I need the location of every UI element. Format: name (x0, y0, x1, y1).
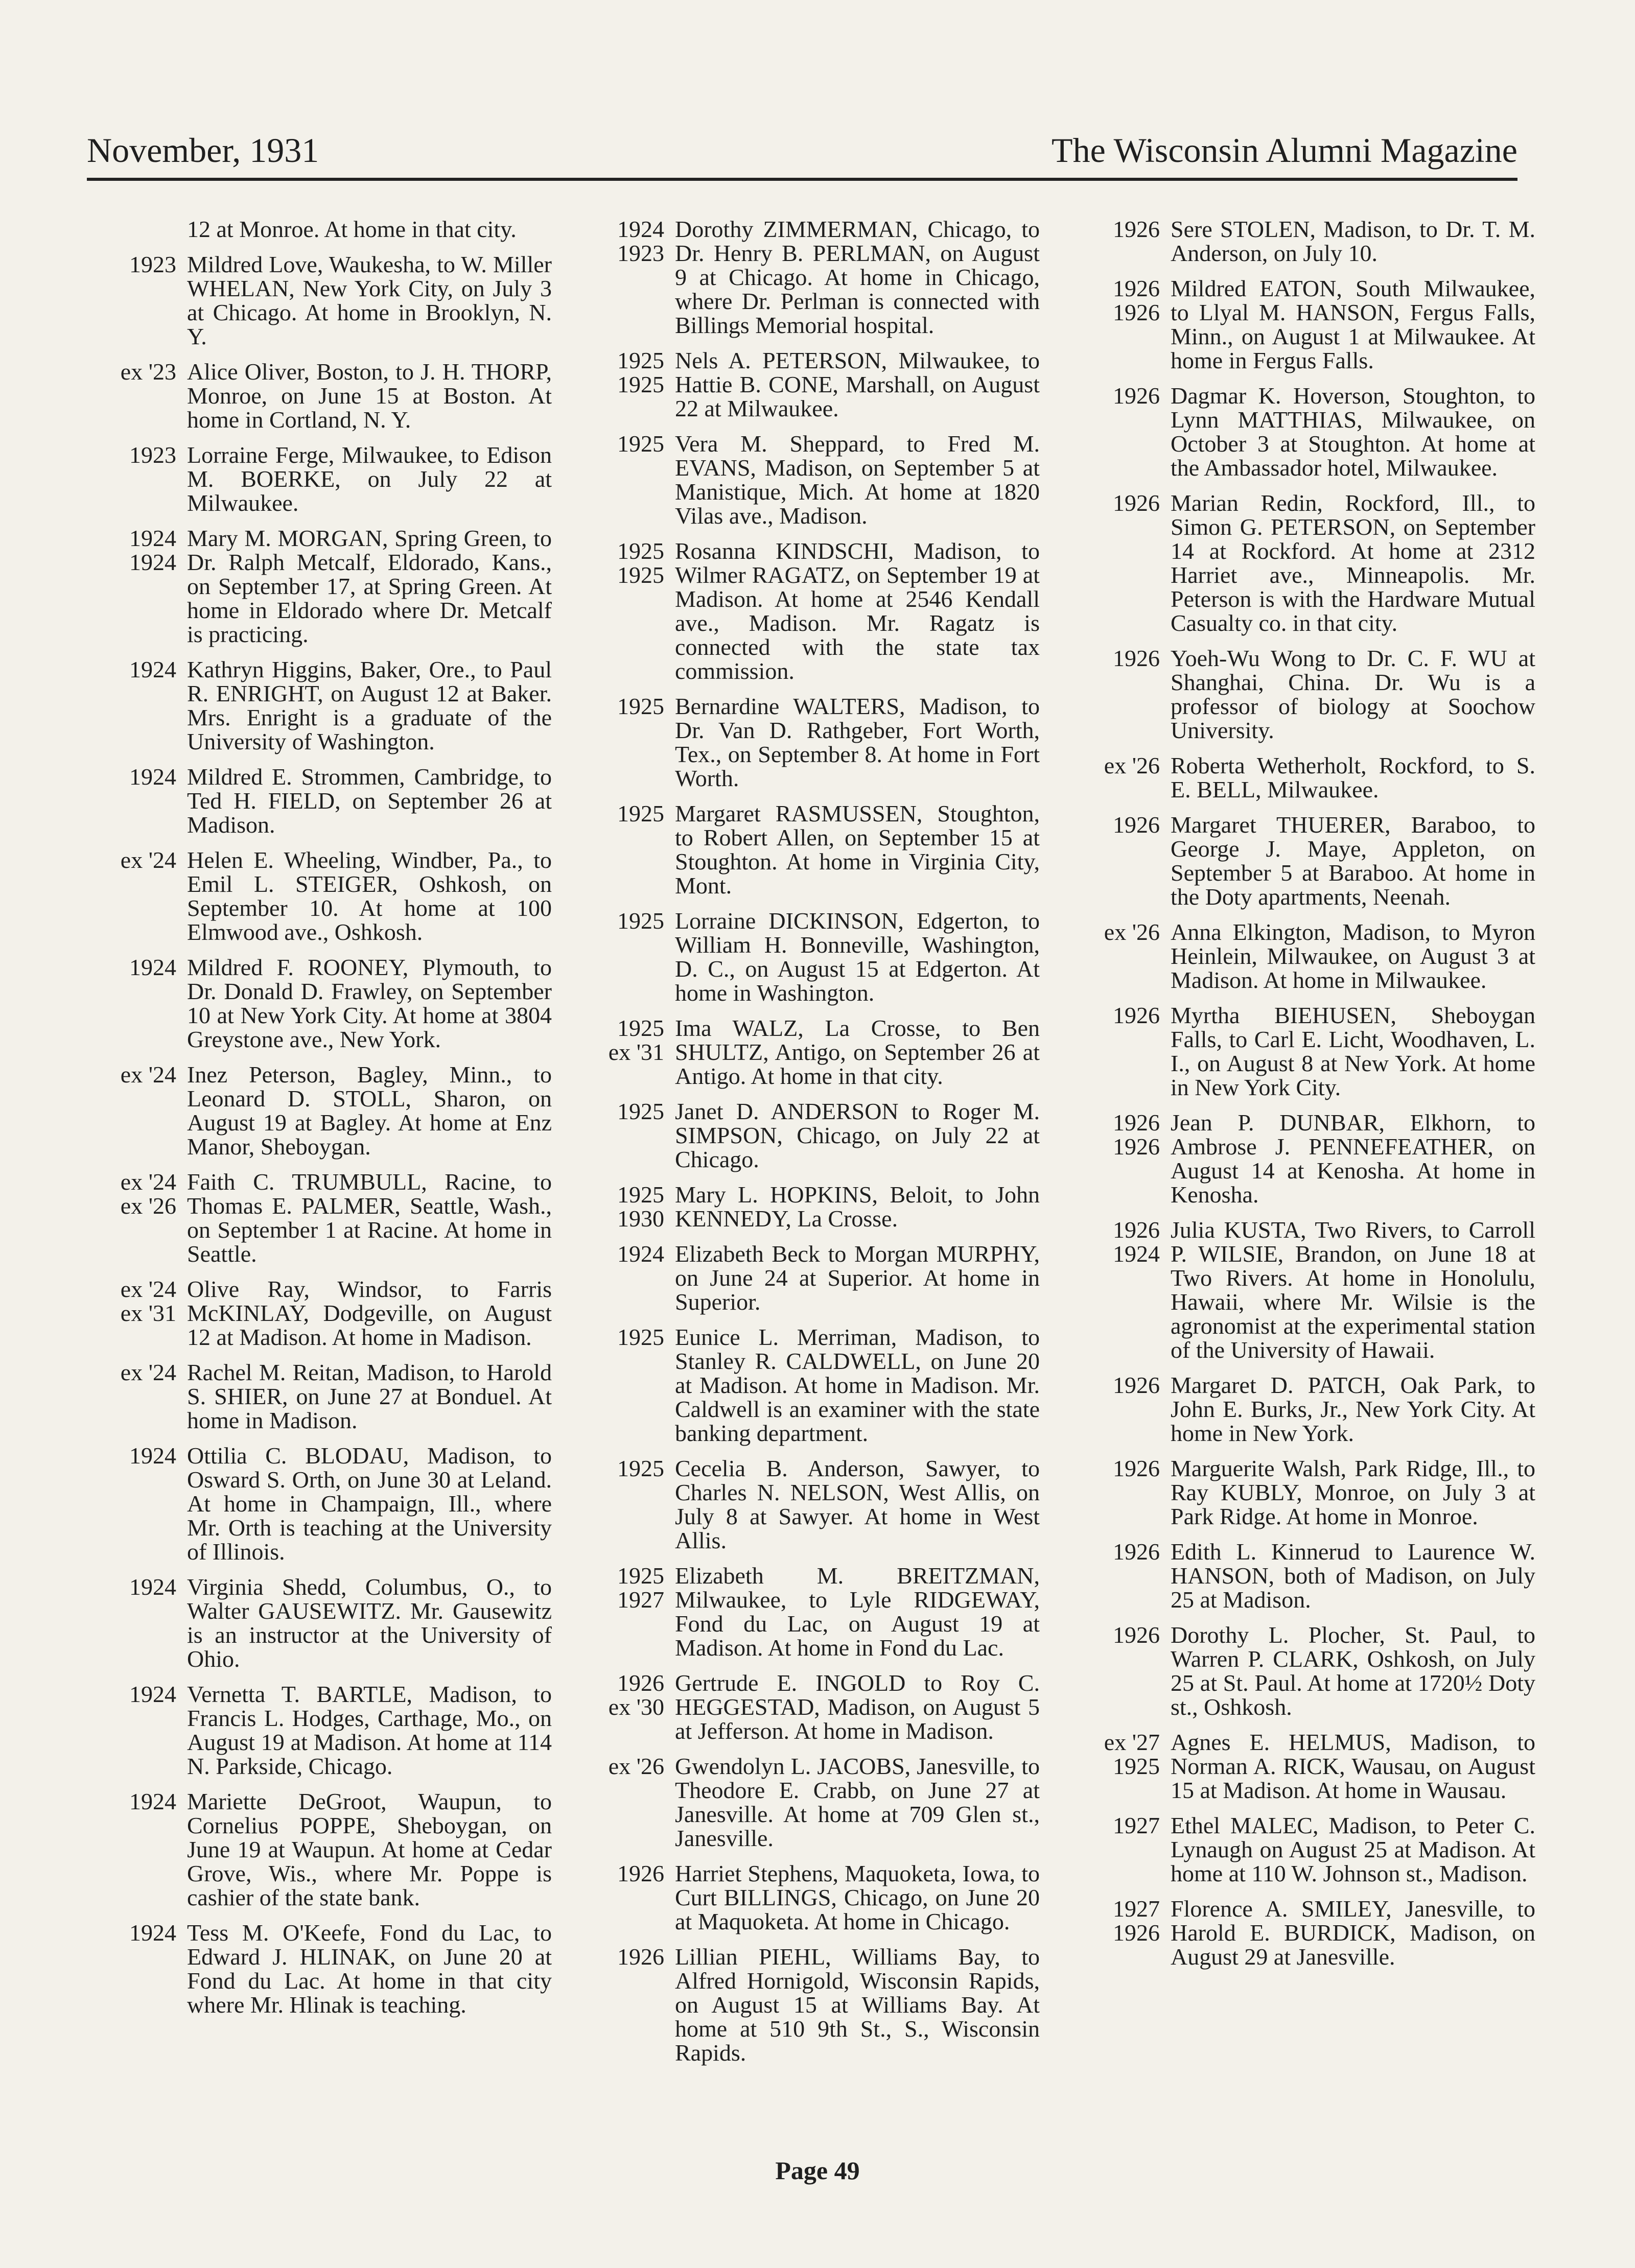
class-year: ex '23 (120, 359, 176, 385)
class-year: 1924 (129, 1920, 176, 1946)
class-year: 1924 (129, 1574, 176, 1600)
class-year: 1926 (1113, 1133, 1160, 1160)
announcement-entry (1070, 646, 1540, 742)
class-years (87, 1789, 176, 1813)
class-years (575, 1861, 664, 1885)
class-year: 1926 (1113, 1455, 1160, 1481)
announcement-text: Vera M. Sheppard, to Fred M. EVANS, Madison, on September 5 at Manistique, Mich. At home at 1820 Vilas ave., Madison. (675, 431, 1040, 529)
class-years (1070, 920, 1160, 944)
announcement-entry (575, 1754, 1045, 1850)
announcement-text: Faith C. TRUMBULL, Racine, to Thomas E. PALMER, Seattle, Wash., on September 1 at Racine. At home in Seattle. (187, 1169, 552, 1267)
class-year: 1924 (129, 656, 176, 682)
announcement-entry (87, 217, 557, 241)
class-year: 1926 (617, 1860, 664, 1886)
announcement-entry (575, 1671, 1045, 1743)
class-year: 1925 (617, 1324, 664, 1350)
class-years (1070, 1111, 1160, 1159)
announcement-entry (87, 955, 557, 1051)
announcement-entry (87, 1277, 557, 1349)
announcement-text: Dagmar K. Hoverson, Stoughton, to Lynn MATTHIAS, Milwaukee, on October 3 at Stoughton. At home at the Ambassador hotel, Milwaukee. (1171, 383, 1535, 481)
class-years (87, 1682, 176, 1706)
class-year: 1924 (617, 1241, 664, 1267)
class-year: ex '31 (120, 1300, 176, 1326)
page-number: Page 49 (775, 2156, 860, 2185)
announcement-entry (575, 1861, 1045, 1933)
class-years (1070, 276, 1160, 324)
announcement-text: Kathryn Higgins, Baker, Ore., to Paul R. ENRIGHT, on August 12 at Baker. Mrs. Enright is a graduate of the University of Washington. (187, 656, 552, 754)
announcement-text: Anna Elkington, Madison, to Myron Heinlein, Milwaukee, on August 3 at Madison. At home in Milwaukee. (1171, 919, 1535, 993)
class-years (87, 848, 176, 872)
class-year: ex '24 (120, 1359, 176, 1385)
announcement-entry (1070, 217, 1540, 265)
class-years (1070, 646, 1160, 670)
class-year: 1930 (617, 1206, 664, 1232)
class-year: 1926 (1113, 812, 1160, 838)
class-years (1070, 1897, 1160, 1945)
announcement-entry (87, 252, 557, 348)
class-year: ex '26 (120, 1193, 176, 1219)
class-year: 1924 (1113, 1241, 1160, 1267)
class-year: ex '26 (1104, 752, 1160, 778)
announcement-entry (87, 765, 557, 837)
class-year: ex '26 (608, 1753, 664, 1779)
announcement-text: Olive Ray, Windsor, to Farris McKINLAY, Dodgeville, on August 12 at Madison. At home in Madison. (187, 1276, 552, 1350)
announcement-text: Mildred Love, Waukesha, to W. Miller WHELAN, New York City, on July 3 at Chicago. At home in Brooklyn, N. Y. (187, 251, 552, 349)
announcement-entry (1070, 1218, 1540, 1362)
announcement-text: Roberta Wetherholt, Rockford, to S. E. BELL, Milwaukee. (1171, 752, 1535, 802)
class-years (575, 1754, 664, 1778)
announcement-entry (1070, 384, 1540, 480)
class-year: 1926 (617, 1670, 664, 1696)
class-years (1070, 1218, 1160, 1266)
announcement-entry (1070, 1623, 1540, 1719)
class-years (575, 217, 664, 265)
announcement-text: 12 at Monroe. At home in that city. (187, 217, 517, 242)
announcement-entry (1070, 1730, 1540, 1802)
announcement-entry (87, 526, 557, 646)
magazine-title: The Wisconsin Alumni Magazine (1052, 131, 1517, 170)
announcement-entry (1070, 1373, 1540, 1445)
class-year: ex '27 (1104, 1729, 1160, 1755)
announcement-entry (1070, 1003, 1540, 1099)
class-years (87, 526, 176, 574)
class-year: 1923 (129, 442, 176, 468)
class-year: 1924 (617, 217, 664, 242)
class-years (575, 539, 664, 587)
announcement-entry (87, 360, 557, 432)
class-year: 1924 (129, 1681, 176, 1707)
class-years (87, 1575, 176, 1599)
announcement-entry (87, 1921, 557, 2017)
announcement-text: Mariette DeGroot, Waupun, to Cornelius POPPE, Sheboygan, on June 19 at Waupun. At home at Cedar Grove, Wis., where Mr. Poppe is cashier of the state bank. (187, 1788, 552, 1910)
class-year: 1925 (617, 1015, 664, 1041)
class-year: 1926 (1113, 383, 1160, 409)
announcement-text: Gertrude E. INGOLD to Roy C. HEGGESTAD, Madison, on August 5 at Jefferson. At home in Madison. (675, 1670, 1040, 1744)
class-year: 1927 (617, 1587, 664, 1613)
announcement-entry (575, 909, 1045, 1005)
class-years (575, 1016, 664, 1064)
announcement-text: Nels A. PETERSON, Milwaukee, to Hattie B. CONE, Marshall, on August 22 at Milwaukee. (675, 347, 1040, 421)
class-year: 1925 (617, 431, 664, 457)
announcement-text: Dorothy ZIMMERMAN, Chicago, to Dr. Henry B. PERLMAN, on August 9 at Chicago. At home in Chicago, where Dr. Perlman is connected with Billings Memorial hospital. (675, 217, 1040, 338)
announcement-entry (1070, 491, 1540, 635)
class-year: 1923 (617, 240, 664, 266)
class-years (87, 1062, 176, 1086)
class-years (87, 955, 176, 979)
announcement-entry (575, 432, 1045, 528)
announcement-text: Myrtha BIEHUSEN, Sheboygan Falls, to Carl E. Licht, Woodhaven, L. I., on August 8 at New York. At home in New York City. (1171, 1002, 1535, 1100)
announcement-text: Gwendolyn L. JACOBS, Janesville, to Theodore E. Crabb, on June 27 at Janesville. At home at 709 Glen st., Janesville. (675, 1753, 1040, 1851)
class-years (575, 1945, 664, 1969)
announcement-entry (87, 1360, 557, 1432)
announcement-entry (575, 1183, 1045, 1231)
class-year: ex '24 (120, 1061, 176, 1088)
announcement-text: Marguerite Walsh, Park Ridge, Ill., to Ray KUBLY, Monroe, on July 3 at Park Ridge. At home in Monroe. (1171, 1455, 1535, 1529)
announcement-entry (1070, 1540, 1540, 1612)
announcement-entry (575, 1099, 1045, 1171)
class-years (87, 765, 176, 789)
announcement-text: Jean P. DUNBAR, Elkhorn, to Ambrose J. PENNEFEATHER, on August 14 at Kenosha. At home in Kenosha. (1171, 1109, 1535, 1208)
class-years (575, 909, 664, 933)
announcement-entry (87, 1575, 557, 1671)
class-year: 1925 (617, 800, 664, 826)
class-years (1070, 1623, 1160, 1647)
class-years (1070, 491, 1160, 515)
announcement-entry (1070, 1456, 1540, 1528)
announcement-text: Cecelia B. Anderson, Sawyer, to Charles N. NELSON, West Allis, on July 8 at Sawyer. At home in West Allis. (675, 1455, 1040, 1553)
announcement-text: Ethel MALEC, Madison, to Peter C. Lynaugh on August 25 at Madison. At home at 110 W. Johnson st., Madison. (1171, 1812, 1535, 1886)
announcement-text: Mary L. HOPKINS, Beloit, to John KENNEDY, La Crosse. (675, 1182, 1040, 1232)
announcement-entry (575, 1456, 1045, 1552)
class-year: 1925 (617, 347, 664, 373)
class-year: 1926 (1113, 275, 1160, 301)
class-years (575, 1456, 664, 1480)
class-year: 1926 (1113, 645, 1160, 671)
class-years (575, 1325, 664, 1349)
class-year: 1925 (617, 1182, 664, 1208)
class-year: 1924 (129, 954, 176, 980)
class-years (87, 1921, 176, 1945)
class-year: 1926 (1113, 1920, 1160, 1946)
class-years (87, 252, 176, 276)
column-3 (1070, 217, 1540, 2168)
class-years (575, 1564, 664, 1612)
column-1 (87, 217, 557, 2168)
class-year: 1927 (1113, 1812, 1160, 1838)
announcement-text: Elizabeth M. BREITZMAN, Milwaukee, to Lyle RIDGEWAY, Fond du Lac, on August 19 at Madison. At home in Fond du Lac. (675, 1563, 1040, 1661)
class-year: 1925 (617, 693, 664, 719)
announcement-entry (87, 657, 557, 753)
issue-date: November, 1931 (87, 131, 319, 170)
class-years (1070, 1730, 1160, 1778)
announcement-text: Lillian PIEHL, Williams Bay, to Alfred Hornigold, Wisconsin Rapids, on August 15 at Williams Bay. At home at 510 9th St., S., Wisconsin Rapids. (675, 1944, 1040, 2066)
class-years (1070, 753, 1160, 777)
announcement-text: Mildred EATON, South Milwaukee, to Llyal M. HANSON, Fergus Falls, Minn., on August 1 at Milwaukee. At home in Fergus Falls. (1171, 275, 1535, 373)
class-year: 1924 (129, 549, 176, 575)
announcement-text: Elizabeth Beck to Morgan MURPHY, on June 24 at Superior. At home in Superior. (675, 1241, 1040, 1315)
class-year: 1925 (1113, 1753, 1160, 1779)
announcement-entry (87, 1170, 557, 1266)
announcement-text: Lorraine DICKINSON, Edgerton, to William H. Bonneville, Washington, D. C., on August 15 at Edgerton. At home in Washington. (675, 908, 1040, 1006)
class-years (575, 432, 664, 456)
announcement-text: Edith L. Kinnerud to Laurence W. HANSON, both of Madison, on July 25 at Madison. (1171, 1539, 1535, 1613)
announcement-text: Dorothy L. Plocher, St. Paul, to Warren P. CLARK, Oshkosh, on July 25 at St. Paul. At home at 1720½ Doty st., Oshkosh. (1171, 1622, 1535, 1720)
class-year: 1926 (1113, 1217, 1160, 1243)
class-year: 1926 (1113, 299, 1160, 325)
announcement-entry (575, 801, 1045, 897)
class-year: 1926 (617, 1944, 664, 1970)
announcement-text: Inez Peterson, Bagley, Minn., to Leonard D. STOLL, Sharon, on August 19 at Bagley. At home at Enz Manor, Sheboygan. (187, 1061, 552, 1160)
announcement-text: Agnes E. HELMUS, Madison, to Norman A. RICK, Wausau, on August 15 at Madison. At home in Wausau. (1171, 1729, 1535, 1803)
class-year: ex '26 (1104, 919, 1160, 945)
class-year: 1923 (129, 251, 176, 277)
class-years (1070, 1540, 1160, 1564)
class-year: 1925 (617, 1098, 664, 1124)
class-year: ex '24 (120, 1169, 176, 1195)
class-years (87, 1170, 176, 1218)
class-year: 1926 (1113, 1372, 1160, 1398)
class-years (87, 443, 176, 467)
announcement-text: Rosanna KINDSCHI, Madison, to Wilmer RAGATZ, on September 19 at Madison. At home at 2546 Kendall ave., Madison. Mr. Ragatz is connected with the state tax commission. (675, 538, 1040, 684)
announcement-entry (1070, 1897, 1540, 1969)
announcement-text: Tess M. O'Keefe, Fond du Lac, to Edward J. HLINAK, on June 20 at Fond du Lac. At home in that city where Mr. Hlinak is teaching. (187, 1920, 552, 2018)
class-years (1070, 1456, 1160, 1480)
class-year: 1925 (617, 1455, 664, 1481)
announcement-entry (1070, 920, 1540, 992)
class-year: 1926 (1113, 1539, 1160, 1565)
class-years (1070, 217, 1160, 241)
announcement-text: Florence A. SMILEY, Janesville, to Harold E. BURDICK, Madison, on August 29 at Janesville. (1171, 1896, 1535, 1970)
announcement-entry (575, 1564, 1045, 1660)
class-year: 1926 (1113, 1109, 1160, 1136)
announcement-entry (1070, 1111, 1540, 1207)
announcement-text: Janet D. ANDERSON to Roger M. SIMPSON, Chicago, on July 22 at Chicago. (675, 1098, 1040, 1172)
announcement-entry (575, 1325, 1045, 1445)
class-year: 1927 (1113, 1896, 1160, 1922)
announcement-text: Lorraine Ferge, Milwaukee, to Edison M. BOERKE, on July 22 at Milwaukee. (187, 442, 552, 516)
announcement-text: Vernetta T. BARTLE, Madison, to Francis L. Hodges, Carthage, Mo., on August 19 at Madison. At home at 114 N. Parkside, Chicago. (187, 1681, 552, 1779)
announcement-text: Mildred E. Strommen, Cambridge, to Ted H. FIELD, on September 26 at Madison. (187, 764, 552, 838)
announcement-entry (1070, 753, 1540, 801)
announcement-entry (575, 217, 1045, 337)
class-year: 1924 (129, 1443, 176, 1469)
announcement-text: Ottilia C. BLODAU, Madison, to Osward S. Orth, on June 30 at Leland. At home in Champaign, Ill., where Mr. Orth is teaching at the University of Illinois. (187, 1443, 552, 1565)
class-years (575, 348, 664, 396)
class-year: ex '30 (608, 1694, 664, 1720)
class-year: 1925 (617, 908, 664, 934)
announcement-text: Ima WALZ, La Crosse, to Ben SHULTZ, Antigo, on September 26 at Antigo. At home in that city. (675, 1015, 1040, 1089)
announcement-entry (575, 694, 1045, 790)
class-year: 1925 (617, 538, 664, 564)
class-year: 1926 (1113, 490, 1160, 516)
class-years (575, 1671, 664, 1719)
announcement-text: Yoeh-Wu Wong to Dr. C. F. WU at Shanghai, China. Dr. Wu is a professor of biology at Soochow University. (1171, 645, 1535, 743)
announcement-entry (87, 848, 557, 944)
class-year: ex '24 (120, 847, 176, 873)
announcement-entry (1070, 1813, 1540, 1885)
announcement-text: Rachel M. Reitan, Madison, to Harold S. SHIER, on June 27 at Bonduel. At home in Madison. (187, 1359, 552, 1433)
class-year: ex '24 (120, 1276, 176, 1302)
announcement-text: Margaret D. PATCH, Oak Park, to John E. Burks, Jr., New York City. At home in New York. (1171, 1372, 1535, 1446)
class-year: 1926 (1113, 1622, 1160, 1648)
announcement-text: Harriet Stephens, Maquoketa, Iowa, to Curt BILLINGS, Chicago, on June 20 at Maquoketa. At home in Chicago. (675, 1860, 1040, 1934)
announcement-text: Mildred F. ROONEY, Plymouth, to Dr. Donald D. Frawley, on September 10 at New York City. At home at 3804 Greystone ave., New York. (187, 954, 552, 1052)
announcement-entry (87, 1444, 557, 1564)
announcement-text: Alice Oliver, Boston, to J. H. THORP, Monroe, on June 15 at Boston. At home in Cortland, N. Y. (187, 359, 552, 433)
class-year: 1924 (129, 1788, 176, 1814)
announcement-entry (1070, 276, 1540, 372)
class-years (1070, 813, 1160, 837)
announcement-text: Julia KUSTA, Two Rivers, to Carroll P. WILSIE, Brandon, on June 18 at Two Rivers. At home in Honolulu, Hawaii, where Mr. Wilsie is the agronomist at the experimental station of the University of Hawaii. (1171, 1217, 1535, 1363)
announcement-text: Eunice L. Merriman, Madison, to Stanley R. CALDWELL, on June 20 at Madison. At home in Madison. Mr. Caldwell is an examiner with the state banking department. (675, 1324, 1040, 1446)
announcement-text: Sere STOLEN, Madison, to Dr. T. M. Anderson, on July 10. (1171, 217, 1535, 266)
announcement-entry (1070, 813, 1540, 909)
announcement-entry (87, 1682, 557, 1778)
class-year: 1925 (617, 1563, 664, 1589)
class-years (87, 360, 176, 384)
page-header (87, 122, 1517, 181)
class-years (87, 1277, 176, 1325)
column-2 (575, 217, 1045, 2168)
announcement-entry (87, 1789, 557, 1909)
class-years (1070, 1003, 1160, 1027)
announcement-text: Helen E. Wheeling, Windber, Pa., to Emil L. STEIGER, Oshkosh, on September 10. At home at 100 Elmwood ave., Oshkosh. (187, 847, 552, 945)
class-years (1070, 384, 1160, 408)
class-year: ex '31 (608, 1039, 664, 1065)
class-years (1070, 1813, 1160, 1837)
class-years (575, 1183, 664, 1231)
class-years (575, 801, 664, 825)
announcement-entry (87, 443, 557, 515)
announcement-entry (87, 1062, 557, 1159)
announcement-entry (575, 1242, 1045, 1314)
announcement-text: Mary M. MORGAN, Spring Green, to Dr. Ralph Metcalf, Eldorado, Kans., on September 17, at Spring Green. At home in Eldorado where Dr. Metcalf is practicing. (187, 525, 552, 647)
class-year: 1926 (1113, 217, 1160, 242)
class-years (87, 657, 176, 681)
class-years (575, 694, 664, 718)
class-year: 1924 (129, 764, 176, 790)
class-years (1070, 1373, 1160, 1397)
class-year: 1924 (129, 525, 176, 551)
class-years (575, 1242, 664, 1266)
announcement-text: Marian Redin, Rockford, Ill., to Simon G. PETERSON, on September 14 at Rockford. At home at 2312 Harriet ave., Minneapolis. Mr. Peterson is with the Hardware Mutual Casualty co. in that city. (1171, 490, 1535, 636)
class-year: 1925 (617, 371, 664, 397)
announcement-text: Bernardine WALTERS, Madison, to Dr. Van D. Rathgeber, Fort Worth, Tex., on September 8. At home in Fort Worth. (675, 693, 1040, 791)
announcement-entry (575, 348, 1045, 420)
announcement-text: Margaret RASMUSSEN, Stoughton, to Robert Allen, on September 15 at Stoughton. At home in Virginia City, Mont. (675, 800, 1040, 899)
announcement-text: Margaret THUERER, Baraboo, to George J. Maye, Appleton, on September 5 at Baraboo. At home in the Doty apartments, Neenah. (1171, 812, 1535, 910)
announcement-entry (575, 539, 1045, 683)
announcement-entry (575, 1945, 1045, 2065)
class-years (575, 1099, 664, 1123)
class-year: 1926 (1113, 1002, 1160, 1028)
class-years (87, 1360, 176, 1384)
class-year: 1925 (617, 562, 664, 588)
announcement-entry (575, 1016, 1045, 1088)
class-years (87, 1444, 176, 1468)
announcement-text: Virginia Shedd, Columbus, O., to Walter GAUSEWITZ. Mr. Gausewitz is an instructor at the University of Ohio. (187, 1574, 552, 1672)
